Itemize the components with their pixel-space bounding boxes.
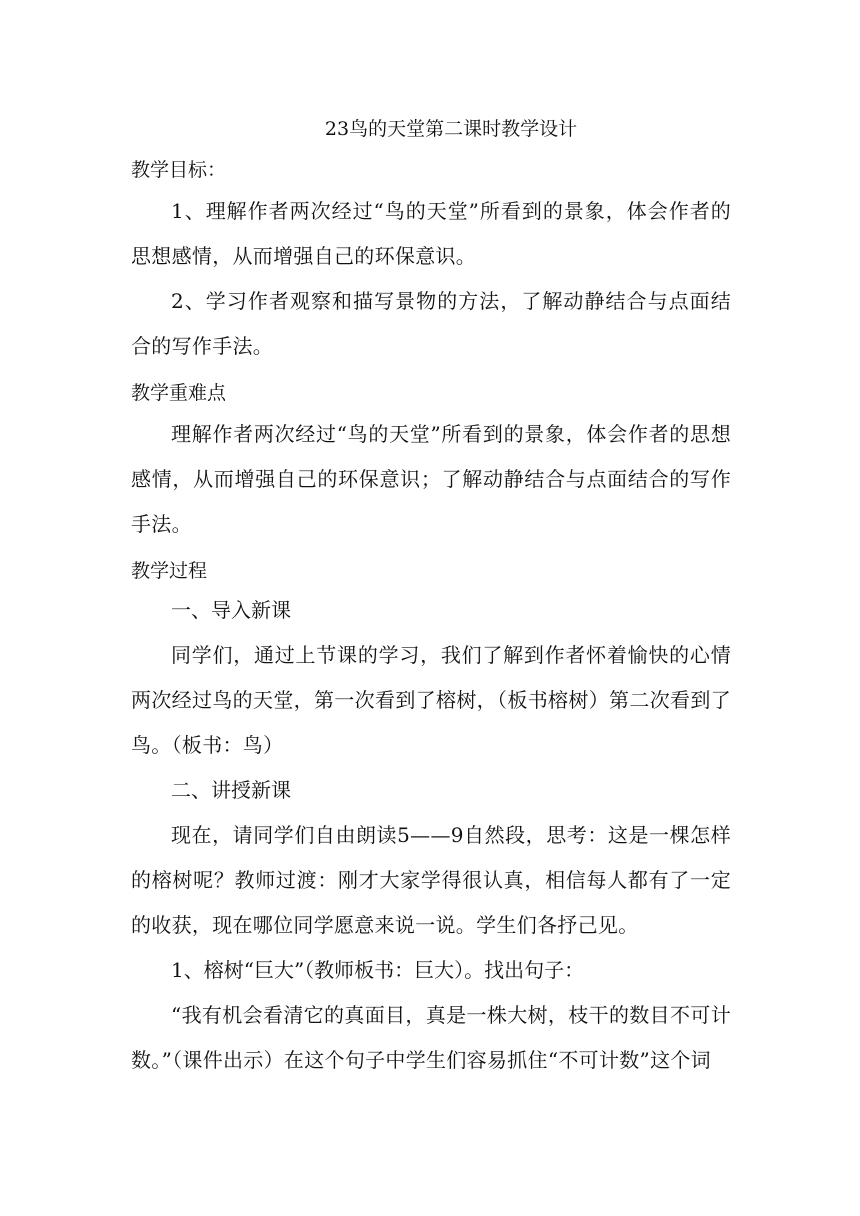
document-title: 23鸟的天堂第二课时教学设计: [324, 118, 578, 140]
goal-1: 1、理解作者两次经过“鸟的天堂”所看到的景象，体会作者的思想感情，从而增强自己的环保意识。: [131, 199, 731, 268]
goals-heading: 教学目标：: [131, 159, 227, 181]
key-points-text: 理解作者两次经过“鸟的天堂”所看到的景象，体会作者的思想感情，从而增强自己的环保意识；了解动静结合与点面结合的写作手法。: [131, 422, 731, 536]
section-1-heading: 一、导入新课: [171, 598, 291, 622]
section-2-text: 现在，请同学们自由朗读5——9自然段，思考：这是一棵怎样的榕树呢？教师过渡：刚才大家学得很认真，相信每人都有了一定的收获，现在哪位同学愿意来说一说。学生们各抒己见。: [131, 823, 731, 937]
document-body: [131, 112, 731, 1083]
section-1-text: 同学们，通过上节课的学习，我们了解到作者怀着愉快的心情两次经过鸟的天堂，第一次看到了榕树，（板书榕树）第二次看到了鸟。（板书：鸟）: [131, 643, 731, 757]
quote-text: “我有机会看清它的真面目，真是一株大树，枝干的数目不可计数。”（课件出示）在这个句子中学生们容易抓住“不可计数”这个词: [131, 1003, 731, 1072]
section-2-heading: 二、讲授新课: [171, 778, 291, 802]
process-heading: 教学过程: [131, 560, 208, 582]
point-1: 1、榕树“巨大”（教师板书：巨大）。找出句子：: [171, 958, 585, 982]
goal-2: 2、学习作者观察和描写景物的方法，了解动静结合与点面结合的写作手法。: [131, 289, 731, 358]
key-points-heading: 教学重难点: [131, 382, 227, 404]
